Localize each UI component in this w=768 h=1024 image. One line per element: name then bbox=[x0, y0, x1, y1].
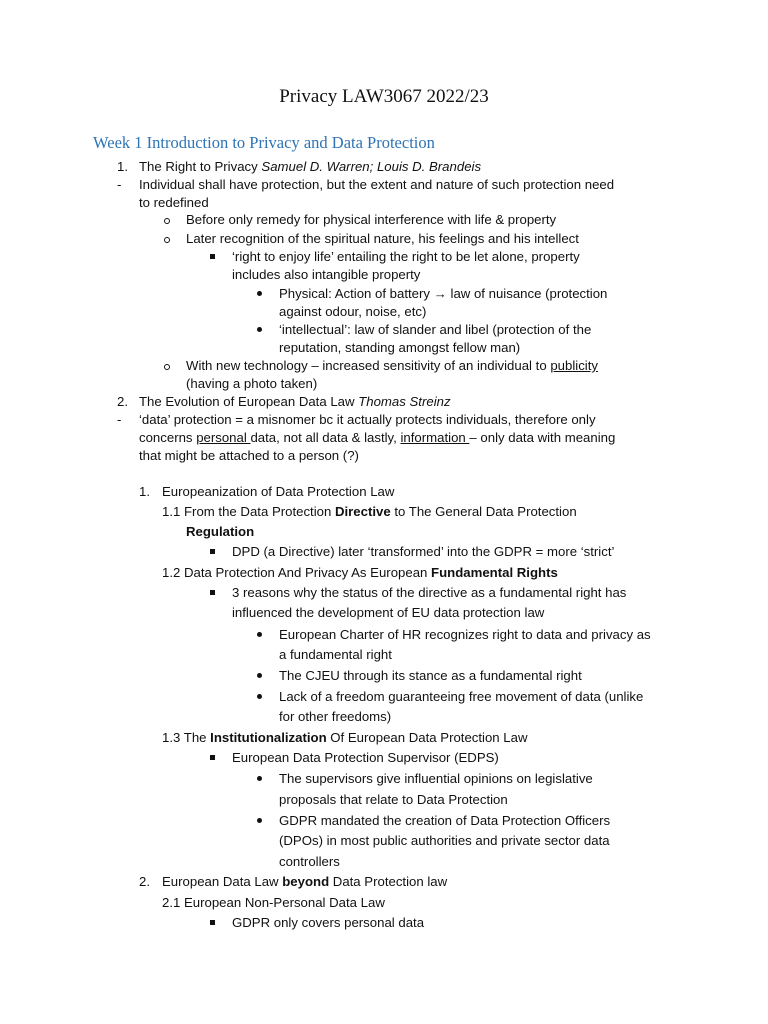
list-item: influenced the development of EU data protection law bbox=[232, 605, 545, 620]
list-item: European Data Law beyond Data Protection law bbox=[162, 874, 448, 889]
list-item: GDPR mandated the creation of Data Protection Officers bbox=[279, 813, 611, 828]
subsection-heading: 1.3 The Institutionalization Of European Data Protection Law bbox=[162, 730, 528, 745]
week-heading: Week 1 Introduction to Privacy and Data Protection bbox=[93, 133, 435, 152]
round-bullet-icon bbox=[257, 632, 262, 637]
circle-bullet-icon bbox=[164, 218, 170, 224]
circle-bullet-icon bbox=[164, 237, 170, 243]
list-item: that might be attached to a person (?) bbox=[139, 448, 359, 463]
list-number: 2. bbox=[139, 874, 150, 889]
list-item: European Charter of HR recognizes right to data and privacy as bbox=[279, 627, 651, 642]
list-item: proposals that relate to Data Protection bbox=[279, 792, 508, 807]
subsection-heading: Regulation bbox=[186, 524, 255, 539]
square-bullet-icon bbox=[210, 254, 215, 259]
round-bullet-icon bbox=[257, 673, 262, 678]
list-item: controllers bbox=[279, 854, 340, 869]
list-item: concerns personal data, not all data & lastly, information – only data with meaning bbox=[139, 430, 616, 445]
list-item: European Data Protection Supervisor (EDPS) bbox=[232, 750, 499, 765]
dash-marker: - bbox=[117, 177, 122, 192]
arrow-icon: → bbox=[433, 286, 447, 301]
dash-marker: - bbox=[117, 412, 122, 427]
round-bullet-icon bbox=[257, 818, 262, 823]
list-item: (having a photo taken) bbox=[186, 376, 318, 391]
list-item: to redefined bbox=[139, 195, 209, 210]
round-bullet-icon bbox=[257, 327, 262, 332]
list-item: 3 reasons why the status of the directive as a fundamental right has bbox=[232, 585, 627, 600]
list-item: ‘intellectual’: law of slander and libel (protection of the bbox=[279, 322, 592, 337]
list-item: Lack of a freedom guaranteeing free movement of data (unlike bbox=[279, 689, 644, 704]
list-item: reputation, standing amongst fellow man) bbox=[279, 340, 521, 355]
list-item: The Evolution of European Data Law Thomas Streinz bbox=[139, 394, 451, 409]
list-item: for other freedoms) bbox=[279, 709, 392, 724]
list-item: Individual shall have protection, but the extent and nature of such protection need bbox=[139, 177, 615, 192]
list-item: With new technology – increased sensitivity of an individual to publicity bbox=[186, 358, 598, 373]
subsection-heading: 1.1 From the Data Protection Directive to The General Data Protection bbox=[162, 504, 577, 519]
round-bullet-icon bbox=[257, 291, 262, 296]
list-item: GDPR only covers personal data bbox=[232, 915, 425, 930]
list-item: The CJEU through its stance as a fundamental right bbox=[279, 668, 582, 683]
document-title: Privacy LAW3067 2022/23 bbox=[279, 86, 489, 107]
list-item: The supervisors give influential opinions on legislative bbox=[279, 771, 593, 786]
list-item: includes also intangible property bbox=[232, 267, 421, 282]
square-bullet-icon bbox=[210, 549, 215, 554]
list-item: ‘right to enjoy life’ entailing the right to be let alone, property bbox=[232, 249, 580, 264]
circle-bullet-icon bbox=[164, 364, 170, 370]
list-item: (DPOs) in most public authorities and private sector data bbox=[279, 833, 610, 848]
list-item: Later recognition of the spiritual nature, his feelings and his intellect bbox=[186, 231, 579, 246]
square-bullet-icon bbox=[210, 920, 215, 925]
list-item: a fundamental right bbox=[279, 647, 392, 662]
list-number: 2. bbox=[117, 394, 128, 409]
list-number: 1. bbox=[139, 484, 150, 499]
list-item: Europeanization of Data Protection Law bbox=[162, 484, 395, 499]
square-bullet-icon bbox=[210, 755, 215, 760]
round-bullet-icon bbox=[257, 694, 262, 699]
list-item: ‘data’ protection = a misnomer bc it actually protects individuals, therefore only bbox=[139, 412, 596, 427]
list-item: Physical: Action of battery → law of nuisance (protection bbox=[279, 286, 608, 301]
list-item: DPD (a Directive) later ‘transformed’ into the GDPR = more ‘strict’ bbox=[232, 544, 615, 559]
round-bullet-icon bbox=[257, 776, 262, 781]
subsection-heading: 2.1 European Non-Personal Data Law bbox=[162, 895, 385, 910]
list-item: against odour, noise, etc) bbox=[279, 304, 427, 319]
square-bullet-icon bbox=[210, 590, 215, 595]
list-number: 1. bbox=[117, 159, 128, 174]
subsection-heading: 1.2 Data Protection And Privacy As European Fundamental Rights bbox=[162, 565, 558, 580]
list-item: Before only remedy for physical interference with life & property bbox=[186, 212, 557, 227]
list-item: The Right to Privacy Samuel D. Warren; Louis D. Brandeis bbox=[139, 159, 482, 174]
